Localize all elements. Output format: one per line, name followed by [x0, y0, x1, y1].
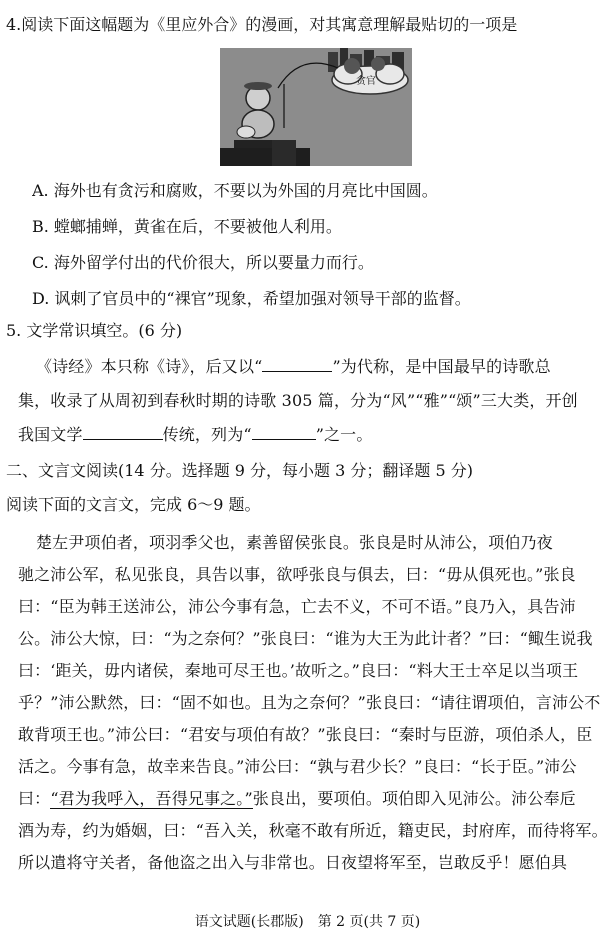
- passage-line-9-prefix: 曰：: [18, 789, 51, 808]
- q5-line3-part-a: 我国文学: [18, 425, 83, 444]
- passage-line-11: 所以遣将守关者，备他盗之出入与非常也。日夜望将军至，岂敢反乎！愿伯具: [18, 853, 568, 872]
- q5-line3-part-b: 传统，列为“: [162, 425, 252, 444]
- cartoon-drawing: [220, 48, 412, 166]
- passage-line-4: 公。沛公大惊，曰：“为之奈何？”张良曰：“谁为大王为此计者？”曰：“鲰生说我: [18, 629, 593, 648]
- passage-line-8: 活之。今事有急，故幸来告良。”沛公曰：“孰与君少长？”良曰：“长于臣。”沛公: [18, 757, 577, 776]
- passage-line-1: 楚左尹项伯者，项羽季父也，素善留侯张良。张良是时从沛公，项伯乃夜: [36, 533, 553, 552]
- question-5-line-2: 集，收录了从周初到春秋时期的诗歌 305 篇，分为“风”“雅”“颂”三大类，开创: [18, 391, 578, 410]
- blank-1[interactable]: [262, 357, 332, 372]
- section-2-title: 二、文言文阅读(14 分。选择题 9 分，每小题 3 分；翻译题 5 分): [6, 461, 473, 480]
- passage-line-9-rest: 张良出，要项伯。项伯即入见沛公。沛公奉卮: [252, 789, 576, 808]
- option-b: B. 螳螂捕蝉，黄雀在后，不要被他人利用。: [32, 217, 342, 236]
- passage-line-5: 曰：‘距关，毋内诸侯，秦地可尽王也。’故听之。”良曰：“料大王士卒足以当项王: [18, 661, 579, 680]
- option-a: A. 海外也有贪污和腐败，不要以为外国的月亮比中国圆。: [32, 181, 438, 200]
- q5-line1-part-a: 《诗经》本只称《诗》，后又以“: [36, 357, 263, 376]
- q5-line1-part-b: ”为代称，是中国最早的诗歌总: [332, 357, 551, 376]
- passage-line-10: 酒为寿，约为婚姻，曰：“吾入关，秋毫不敢有所近，籍吏民，封府库，而待将军。: [18, 821, 608, 840]
- question-4-stem: 4.阅读下面这幅题为《里应外合》的漫画，对其寓意理解最贴切的一项是: [6, 15, 518, 34]
- passage-line-6: 乎？”沛公默然，曰：“固不如也。且为之奈何？”张良曰：“请往谓项伯，言沛公不: [18, 693, 601, 712]
- cartoon-image: [220, 48, 412, 166]
- q5-line3-part-c: ”之一。: [315, 425, 373, 444]
- cartoon-label: 贪官: [356, 76, 376, 87]
- section-2-instruction: 阅读下面的文言文，完成 6～9 题。: [6, 495, 261, 514]
- option-c: C. 海外留学付出的代价很大，所以要量力而行。: [32, 253, 374, 272]
- question-5-stem: 5. 文学常识填空。(6 分): [6, 321, 183, 340]
- page-footer: 语文试题(长郡版) 第 2 页(共 7 页): [194, 914, 421, 930]
- passage-line-7: 敢背项王也。”沛公曰：“君安与项伯有故？”张良曰：“秦时与臣游，项伯杀人，臣: [18, 725, 593, 744]
- blank-2[interactable]: [83, 425, 163, 440]
- question-5-line-3: [18, 424, 615, 446]
- option-d: D. 讽刺了官员中的“裸官”现象，希望加强对领导干部的监督。: [32, 289, 471, 308]
- passage-line-9: [18, 788, 615, 810]
- blank-3[interactable]: [252, 425, 316, 440]
- underlined-sentence: “君为我呼入，吾得兄事之。”: [50, 789, 253, 808]
- question-5-line-1: [36, 356, 615, 378]
- passage-line-2: 驰之沛公军，私见张良，具告以事，欲呼张良与俱去，曰：“毋从俱死也。”张良: [18, 565, 576, 584]
- passage-line-3: 曰：“臣为韩王送沛公，沛公今事有急，亡去不义，不可不语。”良乃入，具告沛: [18, 597, 576, 616]
